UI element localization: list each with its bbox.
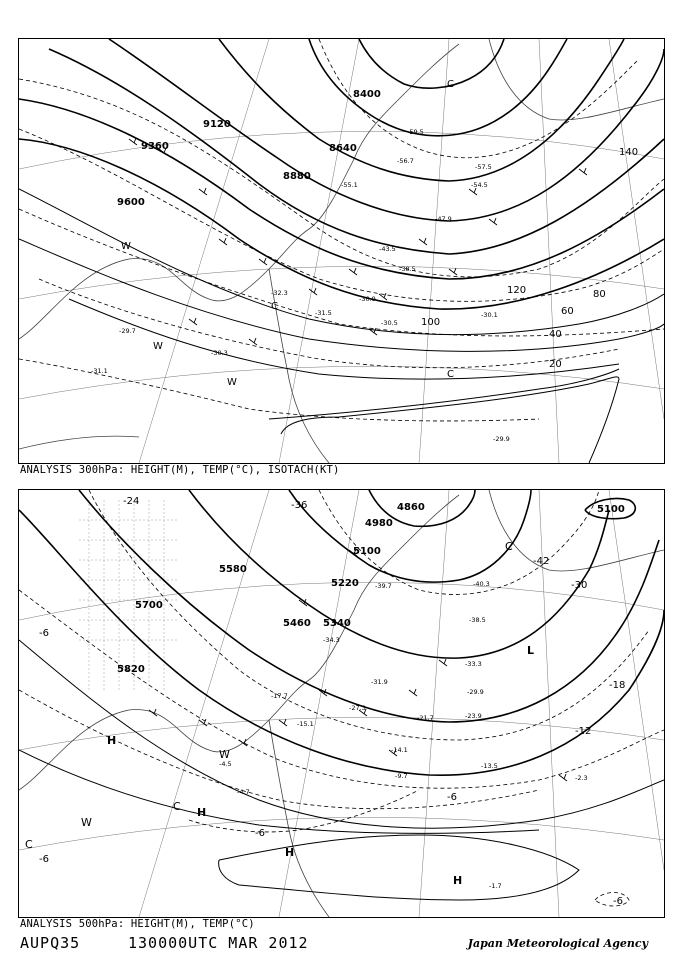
cold-mark: C <box>271 301 278 312</box>
warm-mark: W <box>121 241 131 252</box>
height-label: 4860 <box>397 502 425 513</box>
pressure-marks-500 <box>25 540 534 887</box>
isotach-label: 20 <box>549 359 562 370</box>
station-value: -13.5 <box>481 762 498 770</box>
caption-500hpa: ANALYSIS 500hPa: HEIGHT(M), TEMP(°C) <box>20 918 255 930</box>
height-label: 5340 <box>323 618 351 629</box>
temp-label: -54.5 <box>471 181 488 189</box>
height-label: 5700 <box>135 600 163 611</box>
temp-contour-label: -6 <box>447 792 457 803</box>
height-label: 5460 <box>283 618 311 629</box>
temp-contour-label: -18 <box>609 680 626 691</box>
temp-label: -56.7 <box>397 157 414 165</box>
temp-contour-label: -6 <box>39 628 49 639</box>
temp-contour-label: -12 <box>575 726 592 737</box>
temp-label: -29.9 <box>493 435 510 443</box>
chart-300hpa <box>18 38 665 464</box>
station-value: -31.9 <box>371 678 388 686</box>
cold-mark: C <box>25 838 33 851</box>
temp-label: -32.3 <box>271 289 288 297</box>
temp-contour-label: -6 <box>613 896 623 907</box>
station-value: -4.7 <box>237 788 250 796</box>
low-mark: L <box>527 644 535 657</box>
height-contours-300 <box>19 39 664 309</box>
station-value: -15.1 <box>297 720 314 728</box>
isotach-label: 100 <box>421 317 441 328</box>
high-mark: H <box>107 734 117 747</box>
coastline-500 <box>19 490 664 917</box>
station-value: -27.3 <box>349 704 366 712</box>
cold-mark: C <box>447 369 454 380</box>
analysis-time: 130000UTC MAR 2012 <box>128 934 309 952</box>
height-label: 5100 <box>353 546 381 557</box>
warm-mark: W <box>219 748 230 761</box>
lower-contours-500 <box>19 640 664 900</box>
cold-mark: C <box>447 79 454 90</box>
temp-label: -30.3 <box>211 349 228 357</box>
warm-mark: W <box>227 377 237 388</box>
warm-mark: W <box>81 816 92 829</box>
station-value: -4.5 <box>219 760 232 768</box>
height-label: 9120 <box>203 119 231 130</box>
temp-contour-label: -36 <box>291 500 308 511</box>
station-value: -38.5 <box>469 616 486 624</box>
height-labels-300 <box>117 89 381 208</box>
temp-label: -30.5 <box>381 319 398 327</box>
agency-name: Japan Meteorological Agency <box>467 937 648 950</box>
isotach-label: 120 <box>507 285 527 296</box>
height-labels-500 <box>117 502 625 675</box>
high-mark: H <box>285 846 295 859</box>
temp-label: -55.1 <box>341 181 358 189</box>
temp-label: -38.5 <box>399 265 416 273</box>
warm-mark: W <box>153 341 163 352</box>
graticule-500 <box>19 490 664 917</box>
map-300hpa <box>19 39 664 463</box>
map-500hpa <box>19 490 664 917</box>
chart-500hpa <box>18 489 665 918</box>
temp-label: -57.5 <box>475 163 492 171</box>
station-value: -40.3 <box>473 580 490 588</box>
caption-300hpa: ANALYSIS 300hPa: HEIGHT(M), TEMP(°C), ISOTACH(KT) <box>20 464 340 476</box>
station-value: -14.1 <box>391 746 408 754</box>
station-value: -39.7 <box>375 582 392 590</box>
temp-label: -30.1 <box>481 311 498 319</box>
height-label: 9600 <box>117 197 145 208</box>
wind-barbs-300 <box>129 138 587 345</box>
height-label: 5580 <box>219 564 247 575</box>
station-value: -23.9 <box>465 712 482 720</box>
height-label: 5220 <box>331 578 359 589</box>
cold-mark: C <box>173 800 181 813</box>
isotach-label: 140 <box>619 147 639 158</box>
pressure-marks-300 <box>121 79 454 388</box>
height-label: 8400 <box>353 89 381 100</box>
isotach-label: 60 <box>561 306 574 317</box>
isotach-label: 80 <box>593 289 606 300</box>
height-contours-500 <box>19 490 664 775</box>
height-label: 8880 <box>283 171 311 182</box>
temp-label: -31.5 <box>315 309 332 317</box>
height-label: 5820 <box>117 664 145 675</box>
bulletin-code: AUPQ35 <box>20 934 81 952</box>
station-value: -21.7 <box>417 714 434 722</box>
high-mark: H <box>197 806 207 819</box>
high-mark: H <box>453 874 463 887</box>
height-label: 8640 <box>329 143 357 154</box>
station-value: -17.7 <box>271 692 288 700</box>
station-value: -33.3 <box>465 660 482 668</box>
station-value: -1.7 <box>489 882 502 890</box>
temp-contour-label: -42 <box>533 556 550 567</box>
station-value: -2.3 <box>575 774 588 782</box>
temp-label: -29.7 <box>119 327 136 335</box>
height-label: 4980 <box>365 518 393 529</box>
temp-label: -30.9 <box>359 295 376 303</box>
temp-contour-label: -6 <box>39 854 49 865</box>
temp-contour-label: -30 <box>571 580 588 591</box>
temp-contour-label: -24 <box>123 496 140 507</box>
temp-label: -31.1 <box>91 367 108 375</box>
height-label: 5100 <box>597 504 625 515</box>
station-value: -34.3 <box>323 636 340 644</box>
temp-label: -59.5 <box>407 128 424 136</box>
height-label: 9360 <box>141 141 169 152</box>
isotach-label: 40 <box>549 329 562 340</box>
temp-contour-label: -6 <box>255 828 265 839</box>
cold-mark: C <box>505 540 513 553</box>
station-value: -9.7 <box>395 772 408 780</box>
temp-label: -43.5 <box>379 245 396 253</box>
temp-label: -47.9 <box>435 215 452 223</box>
station-value: -29.9 <box>467 688 484 696</box>
temp-contour-labels-500 <box>39 496 625 907</box>
